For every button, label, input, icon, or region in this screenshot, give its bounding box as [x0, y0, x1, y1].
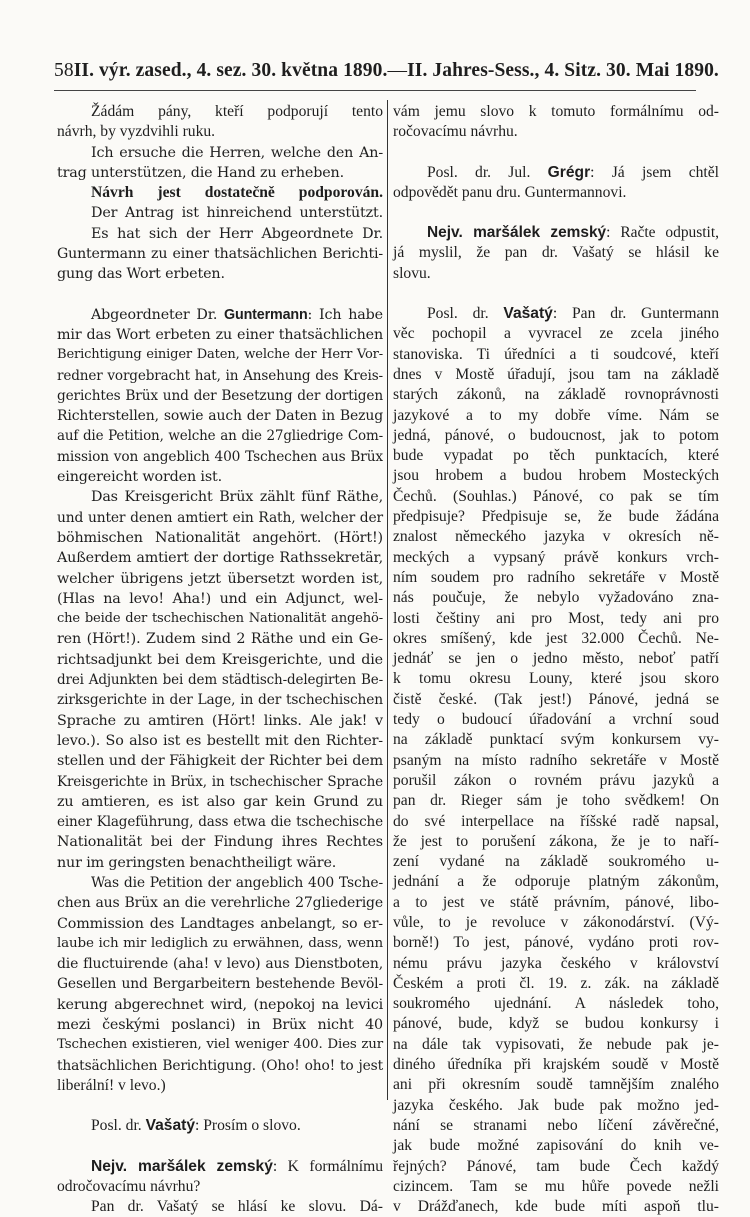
line-text: : Pan dr. Guntermann — [552, 305, 719, 323]
text-line — [393, 1035, 719, 1055]
text-line — [393, 974, 719, 994]
text-line — [57, 893, 383, 913]
line-text: zu amtieren, es ist also gar kein Grund zu — [57, 793, 383, 810]
line-text: Das Kreisgericht Brüx zählt fünf Räthe, — [91, 489, 383, 506]
text-line — [393, 751, 719, 771]
line-text: : K formálnímu — [272, 1157, 383, 1175]
text-line — [393, 568, 719, 588]
text-line — [57, 345, 383, 365]
line-text: že jest to porušení zákona, že je to naří- — [393, 832, 719, 850]
speaker-title: Posl. dr. — [91, 1117, 146, 1135]
text-line — [57, 244, 383, 264]
text-line — [57, 203, 383, 223]
line-text: ani při okresním soudě tamnějším znalého — [393, 1076, 719, 1094]
line-text: jak bude možné zapisování do knih ve- — [393, 1137, 719, 1155]
text-line — [393, 223, 719, 243]
text-line — [57, 853, 383, 873]
line-text: : Já jsem chtěl — [590, 163, 719, 181]
line-text: gung das Wort erbeten. — [57, 266, 225, 283]
text-line — [57, 102, 383, 122]
text-line — [393, 426, 719, 446]
text-line — [57, 548, 383, 568]
text-line — [393, 791, 719, 811]
line-text: : Račte odpustit, — [606, 224, 719, 242]
text-line — [57, 528, 383, 548]
text-line — [393, 812, 719, 832]
line-text: Pan dr. Vašatý se hlásí ke slovu. Dá- — [91, 1198, 383, 1216]
text-line — [57, 609, 383, 629]
line-text: věc pochopil a vyvracel ze zcela jiného — [393, 325, 719, 343]
text-line — [393, 1177, 719, 1197]
text-line — [393, 406, 719, 426]
text-line — [57, 1177, 383, 1197]
text-line — [393, 710, 719, 730]
line-text: stanoviska. Ti úředníci a ti soudcové, kteří — [393, 345, 719, 363]
text-line — [393, 264, 719, 284]
line-text: Ich ersuche die Herren, welche den An- — [91, 144, 383, 161]
speaker-name: Nejv. maršálek zemský — [91, 1157, 273, 1175]
line-text: eingereicht worden ist. — [57, 469, 223, 486]
text-line — [57, 386, 383, 406]
text-line — [393, 954, 719, 974]
line-text: zení vydané na základě soukromého u- — [393, 853, 719, 871]
text-line — [393, 832, 719, 852]
line-text: ročovacímu návrhu. — [393, 123, 518, 141]
text-line — [57, 406, 383, 426]
line-text: Was die Petition der angeblich 400 Tsche- — [91, 874, 383, 891]
line-text: v Drážďanech, kde bude míti aspoň tlu- — [393, 1198, 719, 1216]
text-line — [393, 507, 719, 527]
text-line — [57, 751, 383, 771]
line-text: liberální! v levo.) — [57, 1076, 166, 1094]
text-line — [393, 588, 719, 608]
text-line — [393, 1014, 719, 1034]
line-text: cizincem. Tam se mu hůře povede nežli — [393, 1177, 719, 1195]
paragraph-gap — [393, 284, 719, 304]
text-line — [57, 487, 383, 507]
text-line — [57, 1197, 383, 1217]
line-text: Nationalität bei der Findung ihres Rechtes — [57, 834, 383, 851]
paragraph-gap — [393, 203, 719, 223]
line-text: borně!) To jest, pánové, vydáno proti rov- — [393, 934, 719, 952]
line-text: welcher übrigens jetzt übersetzt worden ist, — [57, 570, 383, 587]
text-line — [57, 426, 383, 446]
german-session-label: II. Jahres-Sess., 4. Sitz. 30. Mai 1890. — [407, 60, 719, 81]
line-text: Es hat sich der Herr Abgeordnete Dr. — [91, 225, 383, 242]
line-text: nání se stranami nebo líčení závěrečné, — [393, 1116, 719, 1134]
running-header — [54, 60, 719, 82]
text-line — [393, 548, 719, 568]
line-text: (Hlas na levo! Aha!) und ein Adjunct, wel- — [57, 590, 383, 607]
text-line — [393, 243, 719, 263]
line-text: Der Antrag ist hinreichend unterstützt. — [91, 205, 383, 222]
line-text: auf die Petition, welche an die 27gliedrige Com- — [57, 428, 383, 445]
text-line — [393, 609, 719, 629]
paragraph-gap — [57, 285, 383, 305]
text-line — [393, 1075, 719, 1095]
speaker-name: Vašatý — [145, 1117, 196, 1135]
czech-session-label: II. výr. zased., 4. sez. 30. května 1890. — [73, 60, 388, 81]
text-line — [57, 934, 383, 954]
paragraph-gap — [393, 143, 719, 163]
line-text: návrh, by vyzdvihli ruku. — [57, 123, 216, 141]
text-line — [393, 690, 719, 710]
text-line — [57, 954, 383, 974]
line-text: nás poučuje, že nebylo vyžadováno zna- — [393, 589, 719, 607]
line-text: thatsächlichen Berichtigung. (Oho! oho! to jest — [57, 1057, 383, 1074]
text-line — [393, 730, 719, 750]
line-text: řejných? Pánové, tam bude Čech každý — [393, 1157, 719, 1175]
line-text: : Prosím o slovo. — [195, 1117, 301, 1135]
line-text: trag unterstützen, die Hand zu erheben. — [57, 164, 344, 181]
text-line — [393, 669, 719, 689]
line-text: nur im geringsten benachtheiligt wäre. — [57, 854, 337, 871]
text-line — [393, 385, 719, 405]
text-line — [57, 650, 383, 670]
text-line — [393, 649, 719, 669]
text-line — [393, 163, 719, 183]
line-text: losti češtiny ani pro Most, tedy ani pro — [393, 609, 719, 627]
line-text: porušil zákon o rovném právu jazyků a — [393, 771, 719, 789]
text-line — [57, 163, 383, 183]
text-line — [393, 466, 719, 486]
text-line — [57, 122, 383, 142]
text-line — [57, 224, 383, 244]
speaker-title: Abgeordneter Dr. — [91, 306, 225, 323]
line-text: drei Adjunkten bei dem städtisch-delegirten Be- — [57, 672, 383, 689]
line-text: a to jest ve státě právním, pánové, libo- — [393, 893, 719, 911]
speaker-title: Posl. dr. — [427, 305, 504, 323]
line-text: do své interpellace na říšské radě napsal, — [393, 812, 719, 830]
text-line — [57, 508, 383, 528]
text-line — [393, 183, 719, 203]
text-line — [393, 102, 719, 122]
line-text: já myslil, že pan dr. Vašatý se hlásil ke — [393, 244, 719, 262]
text-line — [57, 447, 383, 467]
text-line — [393, 304, 719, 324]
text-line — [393, 1116, 719, 1136]
line-text: Gesellen und Bergarbeitern bestehende Bevöl- — [57, 976, 383, 993]
line-text: böhmischen Nationalität angehört. (Hört!) — [57, 529, 383, 546]
line-text: Tschechen existieren, viel weniger 400. Dies zur — [57, 1037, 383, 1053]
line-text: ren (Hört!). Zudem sind 2 Räthe und ein Ge- — [57, 631, 383, 648]
text-line — [57, 305, 383, 325]
line-text: Berichtigung einiger Daten, welche der Herr Vor- — [57, 347, 383, 363]
text-line — [57, 569, 383, 589]
speaker-name: Guntermann — [224, 306, 308, 323]
line-text: kerung abgerechnet wird, (nepokoj na levici — [57, 996, 383, 1013]
text-line — [393, 872, 719, 892]
line-text: vůle, to je revoluce v zákonodárství. (Vý- — [393, 913, 719, 931]
text-line — [57, 325, 383, 345]
line-text: Außerdem amtiert der dortige Rathssekretär, — [57, 550, 383, 567]
text-line — [57, 467, 383, 487]
line-text: : Ich habe — [307, 306, 383, 323]
line-text: mission von angeblich 400 Tschechen aus Brüx — [57, 448, 383, 465]
line-text: k tomu okresu Louny, které jsou skoro — [393, 670, 719, 688]
line-text: Českém a proti čl. 19. z. zák. na základě — [393, 974, 719, 992]
page-number: 58 — [54, 60, 74, 81]
line-text: bude vypadat po těch punktacích, které — [393, 447, 719, 465]
text-line — [393, 446, 719, 466]
line-text: jsou hrobem a budou hrobem Mosteckých — [393, 467, 719, 485]
line-text: čistě české. (Tak jest!) Pánové, jedná se — [393, 690, 719, 708]
line-text: richtsadjunkt bei dem Kreisgerichte, und die — [57, 651, 383, 668]
line-text: slovu. — [393, 264, 431, 282]
text-line — [57, 711, 383, 731]
text-line — [393, 365, 719, 385]
text-line — [393, 994, 719, 1014]
text-line — [57, 812, 383, 832]
text-line — [57, 629, 383, 649]
speaker-name: Vašatý — [503, 305, 553, 323]
text-line — [57, 873, 383, 893]
text-line — [57, 792, 383, 812]
text-line — [57, 366, 383, 386]
line-text: Commission des Landtages anbelangt, so er- — [57, 915, 383, 932]
text-line — [57, 974, 383, 994]
line-text: stellen und der Fähigkeit der Richter bei dem — [57, 753, 383, 770]
line-text: starých zákonů, na základě rovnoprávnosti — [393, 386, 719, 404]
line-text: die fluctuirende (aha! v levo) aus Dienstboten, — [57, 956, 383, 973]
text-line — [57, 1076, 383, 1096]
text-line — [393, 852, 719, 872]
text-line — [57, 670, 383, 690]
left-column — [57, 102, 383, 1217]
line-text: mezi českými poslanci) in Brüx nicht 40 — [57, 1017, 383, 1034]
text-line — [57, 914, 383, 934]
text-line — [393, 345, 719, 365]
text-line — [57, 772, 383, 792]
line-text: redner vorgebracht hat, in Ansehung des Kreis- — [57, 367, 383, 384]
header-dash: — — [387, 60, 408, 81]
line-text: Žádám pány, kteří podporují tento — [91, 103, 383, 120]
line-text: Kreisgerichte in Brüx, in tschechischer Sprache — [57, 773, 383, 790]
text-line — [57, 1116, 383, 1136]
line-text: dnes v Mostě úřadují, jsou tam na základě — [393, 365, 719, 383]
text-line — [393, 1055, 719, 1075]
line-text: diného úředníka při krajském soudě v Mostě — [393, 1056, 719, 1074]
line-text: jednání a že odporuje platným zákonům, — [393, 873, 719, 891]
text-line — [393, 324, 719, 344]
text-line — [393, 527, 719, 547]
text-line — [393, 1096, 719, 1116]
line-text: und unter denen amtiert ein Rath, welcher der — [57, 509, 383, 526]
line-text: levo.). So also ist es bestellt mit den Richter- — [57, 732, 383, 749]
text-line — [393, 487, 719, 507]
text-line — [393, 629, 719, 649]
text-line — [57, 995, 383, 1015]
line-text: na základě punktací svým konkursem vy- — [393, 731, 719, 749]
text-line — [57, 1015, 383, 1035]
line-text: předpisuje? Předpisuje se, že bude žádána — [393, 508, 719, 526]
line-text: na dále tak vypisovati, že nebude pak je- — [393, 1035, 719, 1053]
text-line — [393, 1197, 719, 1217]
line-text: einer Klageführung, dass etwa die tschechische — [57, 814, 383, 831]
line-text: chen aus Brüx an die verehrliche 27gliederige — [57, 895, 383, 912]
text-line — [57, 589, 383, 609]
line-text: jednáť se jen o jedno město, neboť patří — [393, 650, 719, 668]
line-text: Návrh jest dostatečně podporován. — [91, 184, 383, 202]
line-text: pánové, bude, když se budou konkursy i — [393, 1015, 719, 1033]
text-line — [393, 913, 719, 933]
text-line — [393, 122, 719, 142]
text-line — [57, 832, 383, 852]
text-line — [57, 1056, 383, 1076]
line-text: znalost německého jazyka v okresích ně- — [393, 528, 719, 546]
header-rule — [54, 90, 696, 91]
line-text: laube ich mir lediglich zu erwähnen, dass, wenn — [57, 935, 383, 951]
text-line — [393, 1136, 719, 1156]
text-line — [393, 933, 719, 953]
line-text: gerichtes Brüx und der Besetzung der dortigen — [57, 387, 383, 404]
text-line — [57, 143, 383, 163]
line-text: pan dr. Rieger sám je toho svědkem! On — [393, 792, 719, 810]
text-line — [393, 1157, 719, 1177]
line-text: ním soudem pro radního sekretáře v Mostě — [393, 568, 719, 586]
line-text: psaným na místo radního sekretáře v Mostě — [393, 751, 719, 769]
line-text: zirksgerichte in der Lage, in der tschechischen — [57, 692, 383, 709]
paragraph-gap — [57, 1096, 383, 1116]
text-line — [57, 183, 383, 203]
line-text: che beide der tschechischen Nationalität angehö- — [57, 611, 383, 627]
line-text: okres smíšený, kde jest 32.000 Čechů. Ne- — [393, 629, 719, 647]
line-text: Guntermann zu einer thatsächlichen Berichti- — [57, 246, 383, 263]
speaker-name: Grégr — [547, 163, 591, 181]
text-line — [57, 1157, 383, 1177]
line-text: nému právu jazyka českého v království — [393, 954, 719, 972]
line-text: odročovacímu návrhu? — [57, 1177, 201, 1195]
line-text: jazyka českého. Jak bude pak možno jed- — [393, 1096, 719, 1114]
line-text: Čechů. (Souhlas.) Pánové, co pak se tím — [393, 487, 719, 505]
line-text: mir das Wort erbeten zu einer thatsächlichen — [57, 326, 383, 343]
line-text: meckých a vypsaný právě konkurs vrch- — [393, 548, 719, 566]
text-line — [57, 690, 383, 710]
text-line — [57, 731, 383, 751]
line-text: Richterstellen, sowie auch der Daten in Bezug — [57, 408, 383, 425]
text-line — [57, 264, 383, 284]
line-text: odpovědět panu dru. Guntermannovi. — [393, 183, 627, 201]
speaker-name: Nejv. maršálek zemský — [427, 224, 607, 242]
right-column — [393, 102, 719, 1217]
line-text: soukromého ujednání. A následek toho, — [393, 995, 719, 1013]
column-divider — [387, 100, 388, 1100]
line-text: Sprache zu amtiren (Hört! links. Ale jak! v — [57, 712, 383, 729]
line-text: vám jemu slovo k tomuto formálnímu od- — [393, 103, 719, 120]
line-text: jazykové a to my dobře víme. Nám se — [393, 406, 719, 424]
text-line — [393, 771, 719, 791]
line-text: jedná, pánové, o budoucnost, jak to potom — [393, 426, 719, 444]
text-line — [57, 1035, 383, 1055]
text-line — [393, 893, 719, 913]
speaker-title: Posl. dr. Jul. — [427, 163, 548, 181]
line-text: tedy o budoucí úřadování a vrchní soud — [393, 711, 719, 729]
